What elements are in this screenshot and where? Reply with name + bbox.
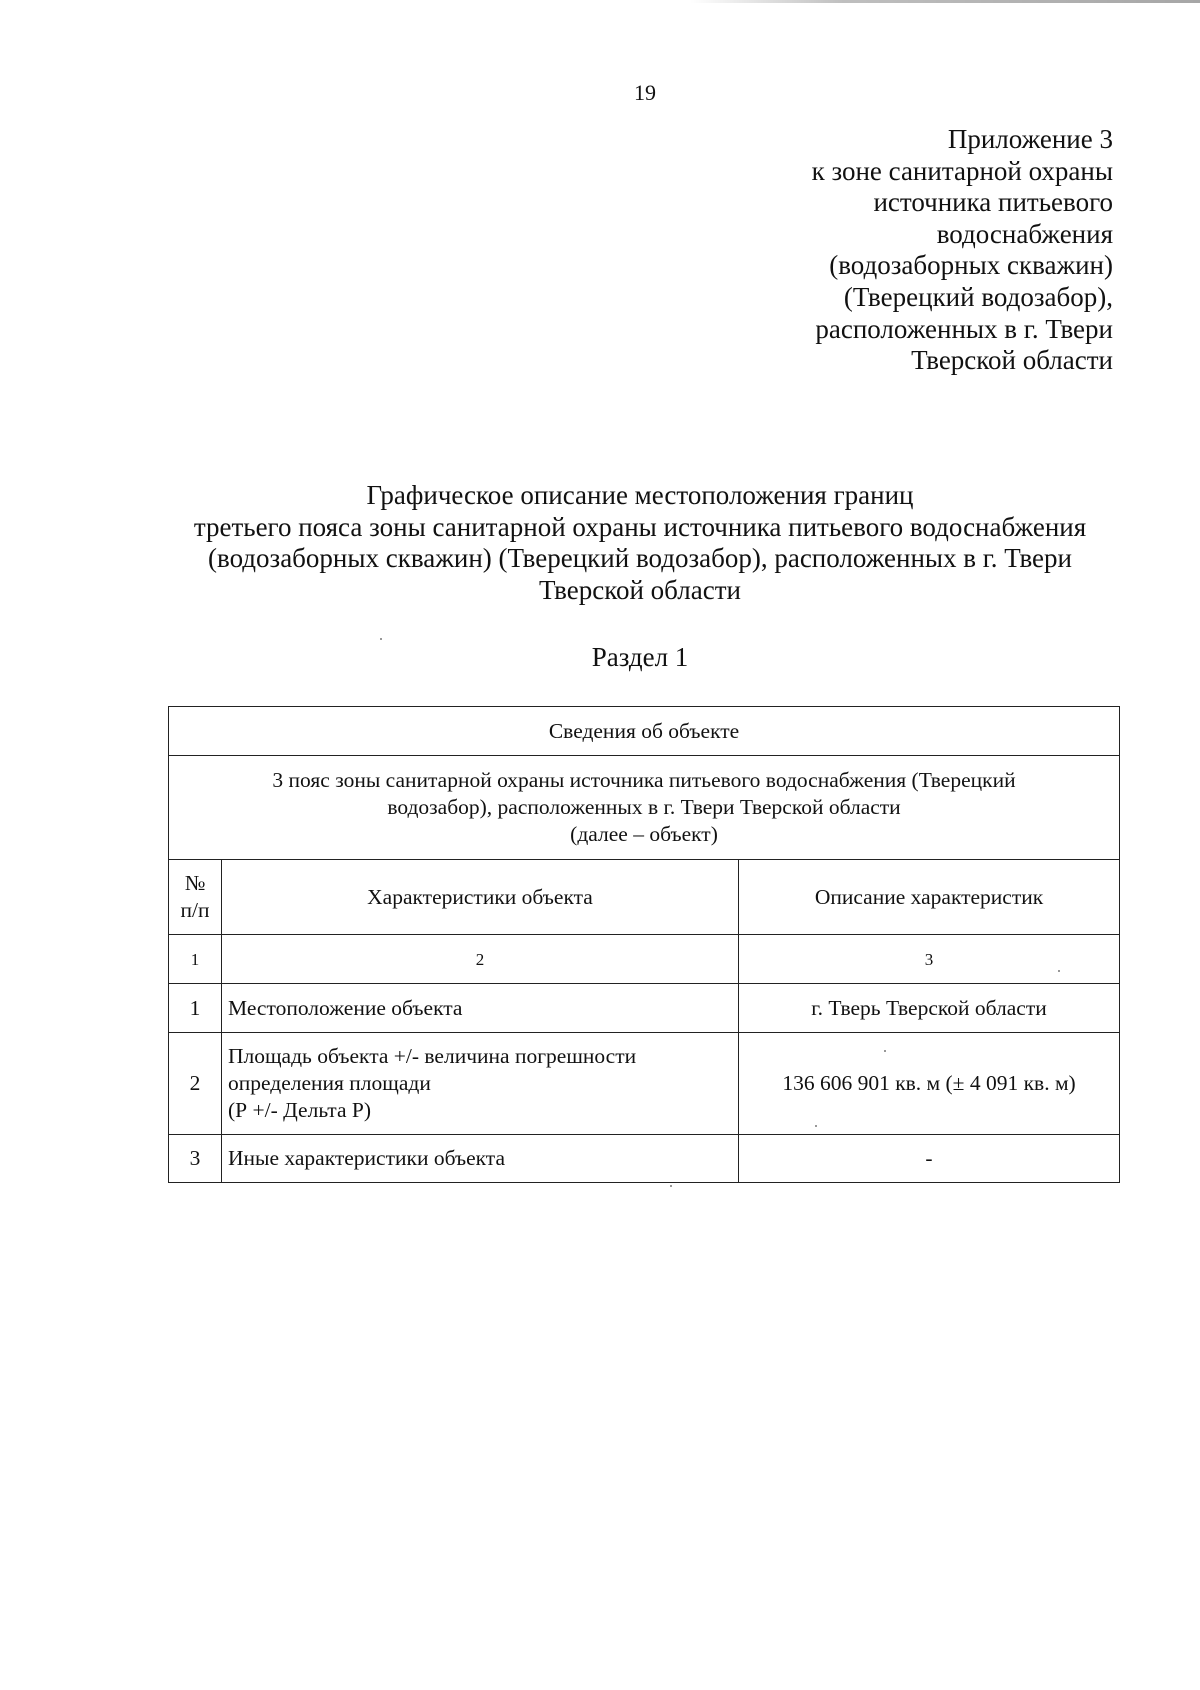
scan-speck (670, 1185, 672, 1187)
row-characteristic-line: (Р +/- Дельта Р) (228, 1098, 372, 1122)
table-row (169, 984, 1120, 1033)
title-line: Графическое описание местоположения границ (366, 480, 914, 510)
appendix-line: (водозаборных скважин) (829, 250, 1113, 281)
row-description: 136 606 901 кв. м (± 4 091 кв. м) (739, 1033, 1120, 1135)
object-name-cell (169, 756, 1120, 860)
title-line: (водозаборных скважин) (Тверецкий водозабор), расположенных в г. Твери (208, 543, 1072, 574)
column-header-num-line: № (184, 871, 206, 895)
column-header-description: Описание характеристик (739, 860, 1120, 935)
appendix-line: Приложение 3 (947, 124, 1113, 154)
column-number: 2 (222, 935, 739, 984)
scan-edge-mark (690, 0, 1200, 3)
object-info-table (168, 706, 1120, 1183)
document-title (160, 480, 1120, 606)
column-number-row (169, 935, 1120, 984)
scan-speck (380, 638, 382, 640)
row-characteristic (222, 1033, 739, 1135)
title-line: Тверской области (539, 574, 741, 605)
row-characteristic-line: Площадь объекта +/- величина погрешности (228, 1044, 637, 1068)
row-characteristic: Иные характеристики объекта (222, 1135, 739, 1183)
row-description: - (739, 1135, 1120, 1183)
table-row (169, 1135, 1120, 1183)
appendix-line: водоснабжения (936, 218, 1113, 249)
table-header-row (169, 707, 1120, 756)
table-row (169, 1033, 1120, 1135)
appendix-line: расположенных в г. Твери (815, 313, 1113, 344)
appendix-block (593, 124, 1113, 377)
row-characteristic-line: определения площади (228, 1071, 431, 1095)
appendix-line: (Тверецкий водозабор), (843, 281, 1113, 312)
column-number: 3 (739, 935, 1120, 984)
appendix-line: к зоне санитарной охраны (811, 155, 1113, 186)
row-number: 1 (169, 984, 222, 1033)
table-header-cell: Сведения об объекте (169, 707, 1120, 756)
column-header-row (169, 860, 1120, 935)
row-description: г. Тверь Тверской области (739, 984, 1120, 1033)
column-header-characteristic: Характеристики объекта (222, 860, 739, 935)
section-label: Раздел 1 (591, 642, 689, 672)
object-name-row (169, 756, 1120, 860)
row-number: 2 (169, 1033, 222, 1135)
title-line: третьего пояса зоны санитарной охраны источника питьевого водоснабжения (193, 511, 1087, 542)
object-name-line: 3 пояс зоны санитарной охраны источника питьевого водоснабжения (Тверецкий (272, 768, 1016, 792)
appendix-line: источника питьевого (873, 187, 1113, 218)
appendix-line: Тверской области (911, 345, 1113, 376)
row-characteristic: Местоположение объекта (222, 984, 739, 1033)
column-header-num-line: п/п (180, 898, 210, 922)
column-number: 1 (169, 935, 222, 984)
page-number: 19 (634, 80, 656, 105)
row-number: 3 (169, 1135, 222, 1183)
object-name-line: водозабор), расположенных в г. Твери Тверской области (387, 795, 901, 819)
object-name-line: (далее – объект) (570, 822, 718, 846)
column-header-num (169, 860, 222, 935)
